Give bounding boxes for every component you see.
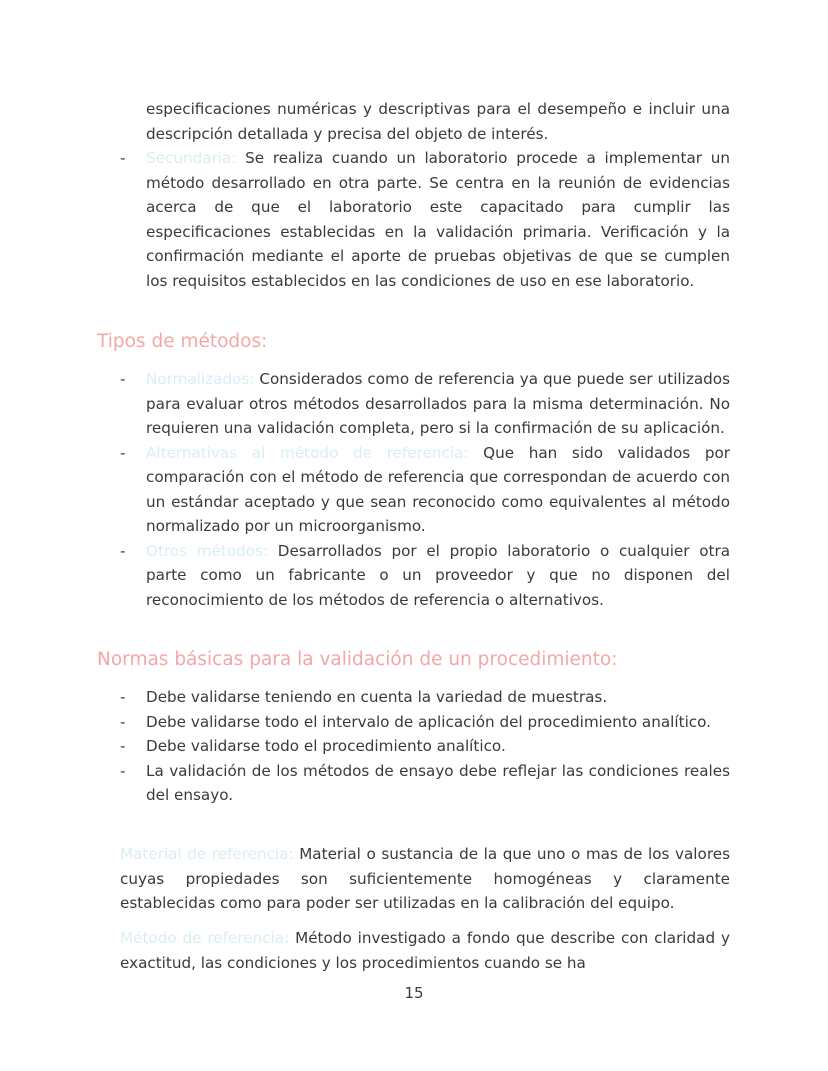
dash-bullet: -	[120, 688, 126, 706]
list-item-continuation	[120, 97, 730, 146]
term-otros-metodos: Otros métodos:	[146, 541, 269, 560]
definition-material-de-referencia	[120, 842, 730, 916]
definition-text: Método investigado a fondo que describe con claridad y exactitud, las condiciones y los procedimientos cuando se ha	[120, 929, 730, 972]
list-item-secundaria	[120, 146, 730, 293]
term-metodo-de-referencia: Método de referencia:	[120, 929, 290, 947]
item-text: Considerados como de referencia ya que puede ser utilizados para evaluar otros métodos desarrollados para la misma determinación. No requieren una validación completa, pero si la confirmación de su aplicación.	[146, 370, 730, 437]
dash-bullet: -	[120, 737, 126, 755]
list-item-norma	[120, 685, 730, 710]
heading-tipos-de-metodos: Tipos de métodos:	[97, 331, 268, 352]
term-secundaria: Secundaria:	[146, 149, 237, 167]
list-item-normalizados	[120, 367, 730, 441]
norma-text: La validación de los métodos de ensayo debe reflejar las condiciones reales del ensayo.	[146, 761, 730, 804]
list-item-norma	[120, 734, 730, 759]
list-item-norma	[120, 710, 730, 735]
list-item-otros-metodos	[120, 539, 730, 613]
continuation-text: especificaciones numéricas y descriptivas para el desempeño e incluir una descripción detallada y precisa del objeto de interés.	[146, 100, 730, 143]
list-item-alternativas	[120, 441, 730, 539]
list-item-norma	[120, 759, 730, 808]
term-alternativas: Alternativas al método de referencia:	[146, 443, 469, 462]
item-text: Que han sido validados por comparación con el método de referencia que correspondan de acuerdo con un estándar aceptado y que sean reconocido como equivalentes al método normalizado por un microorganismo.	[146, 443, 730, 535]
definition-text: Material o sustancia de la que uno o mas de los valores cuyas propiedades son suficientemente homogéneas y claramente establecidas como para poder ser utilizadas en la calibración del equipo.	[120, 845, 730, 912]
norms-list	[120, 685, 730, 808]
term-material-de-referencia: Material de referencia:	[120, 845, 294, 863]
dash-bullet: -	[120, 712, 126, 731]
page-number: 15	[404, 984, 424, 1002]
dash-bullet: -	[120, 761, 126, 780]
item-text: Desarrollados por el propio laboratorio o cualquier otra parte como un fabricante o un proveedor y que no disponen del reconocimiento de los métodos de referencia o alternativos.	[146, 541, 730, 609]
method-types-list	[120, 367, 730, 612]
dash-bullet: -	[120, 370, 126, 388]
norma-text: Debe validarse teniendo en cuenta la variedad de muestras.	[146, 688, 608, 706]
norma-text: Debe validarse todo el procedimiento analítico.	[146, 737, 506, 755]
heading-normas-basicas: Normas básicas para la validación de un procedimiento:	[97, 649, 618, 670]
item-text: Se realiza cuando un laboratorio procede a implementar un método desarrollado en otra parte. Se centra en la reunión de evidencias acerca de que el laboratorio este capacitado para cumplir las especificaciones establecidas en la validación primaria. Verificación y la confirmación mediante el aporte de pruebas objetivas de que se cumplen los requisitos establecidos en las condiciones de uso en ese laboratorio.	[146, 149, 730, 290]
norma-text: Debe validarse todo el intervalo de aplicación del procedimiento analítico.	[146, 712, 711, 731]
validation-types-list	[120, 97, 730, 293]
term-normalizados: Normalizados:	[146, 370, 255, 388]
dash-bullet: -	[120, 443, 126, 462]
dash-bullet: -	[120, 149, 126, 167]
dash-bullet: -	[120, 541, 126, 560]
definition-metodo-de-referencia	[120, 926, 730, 975]
